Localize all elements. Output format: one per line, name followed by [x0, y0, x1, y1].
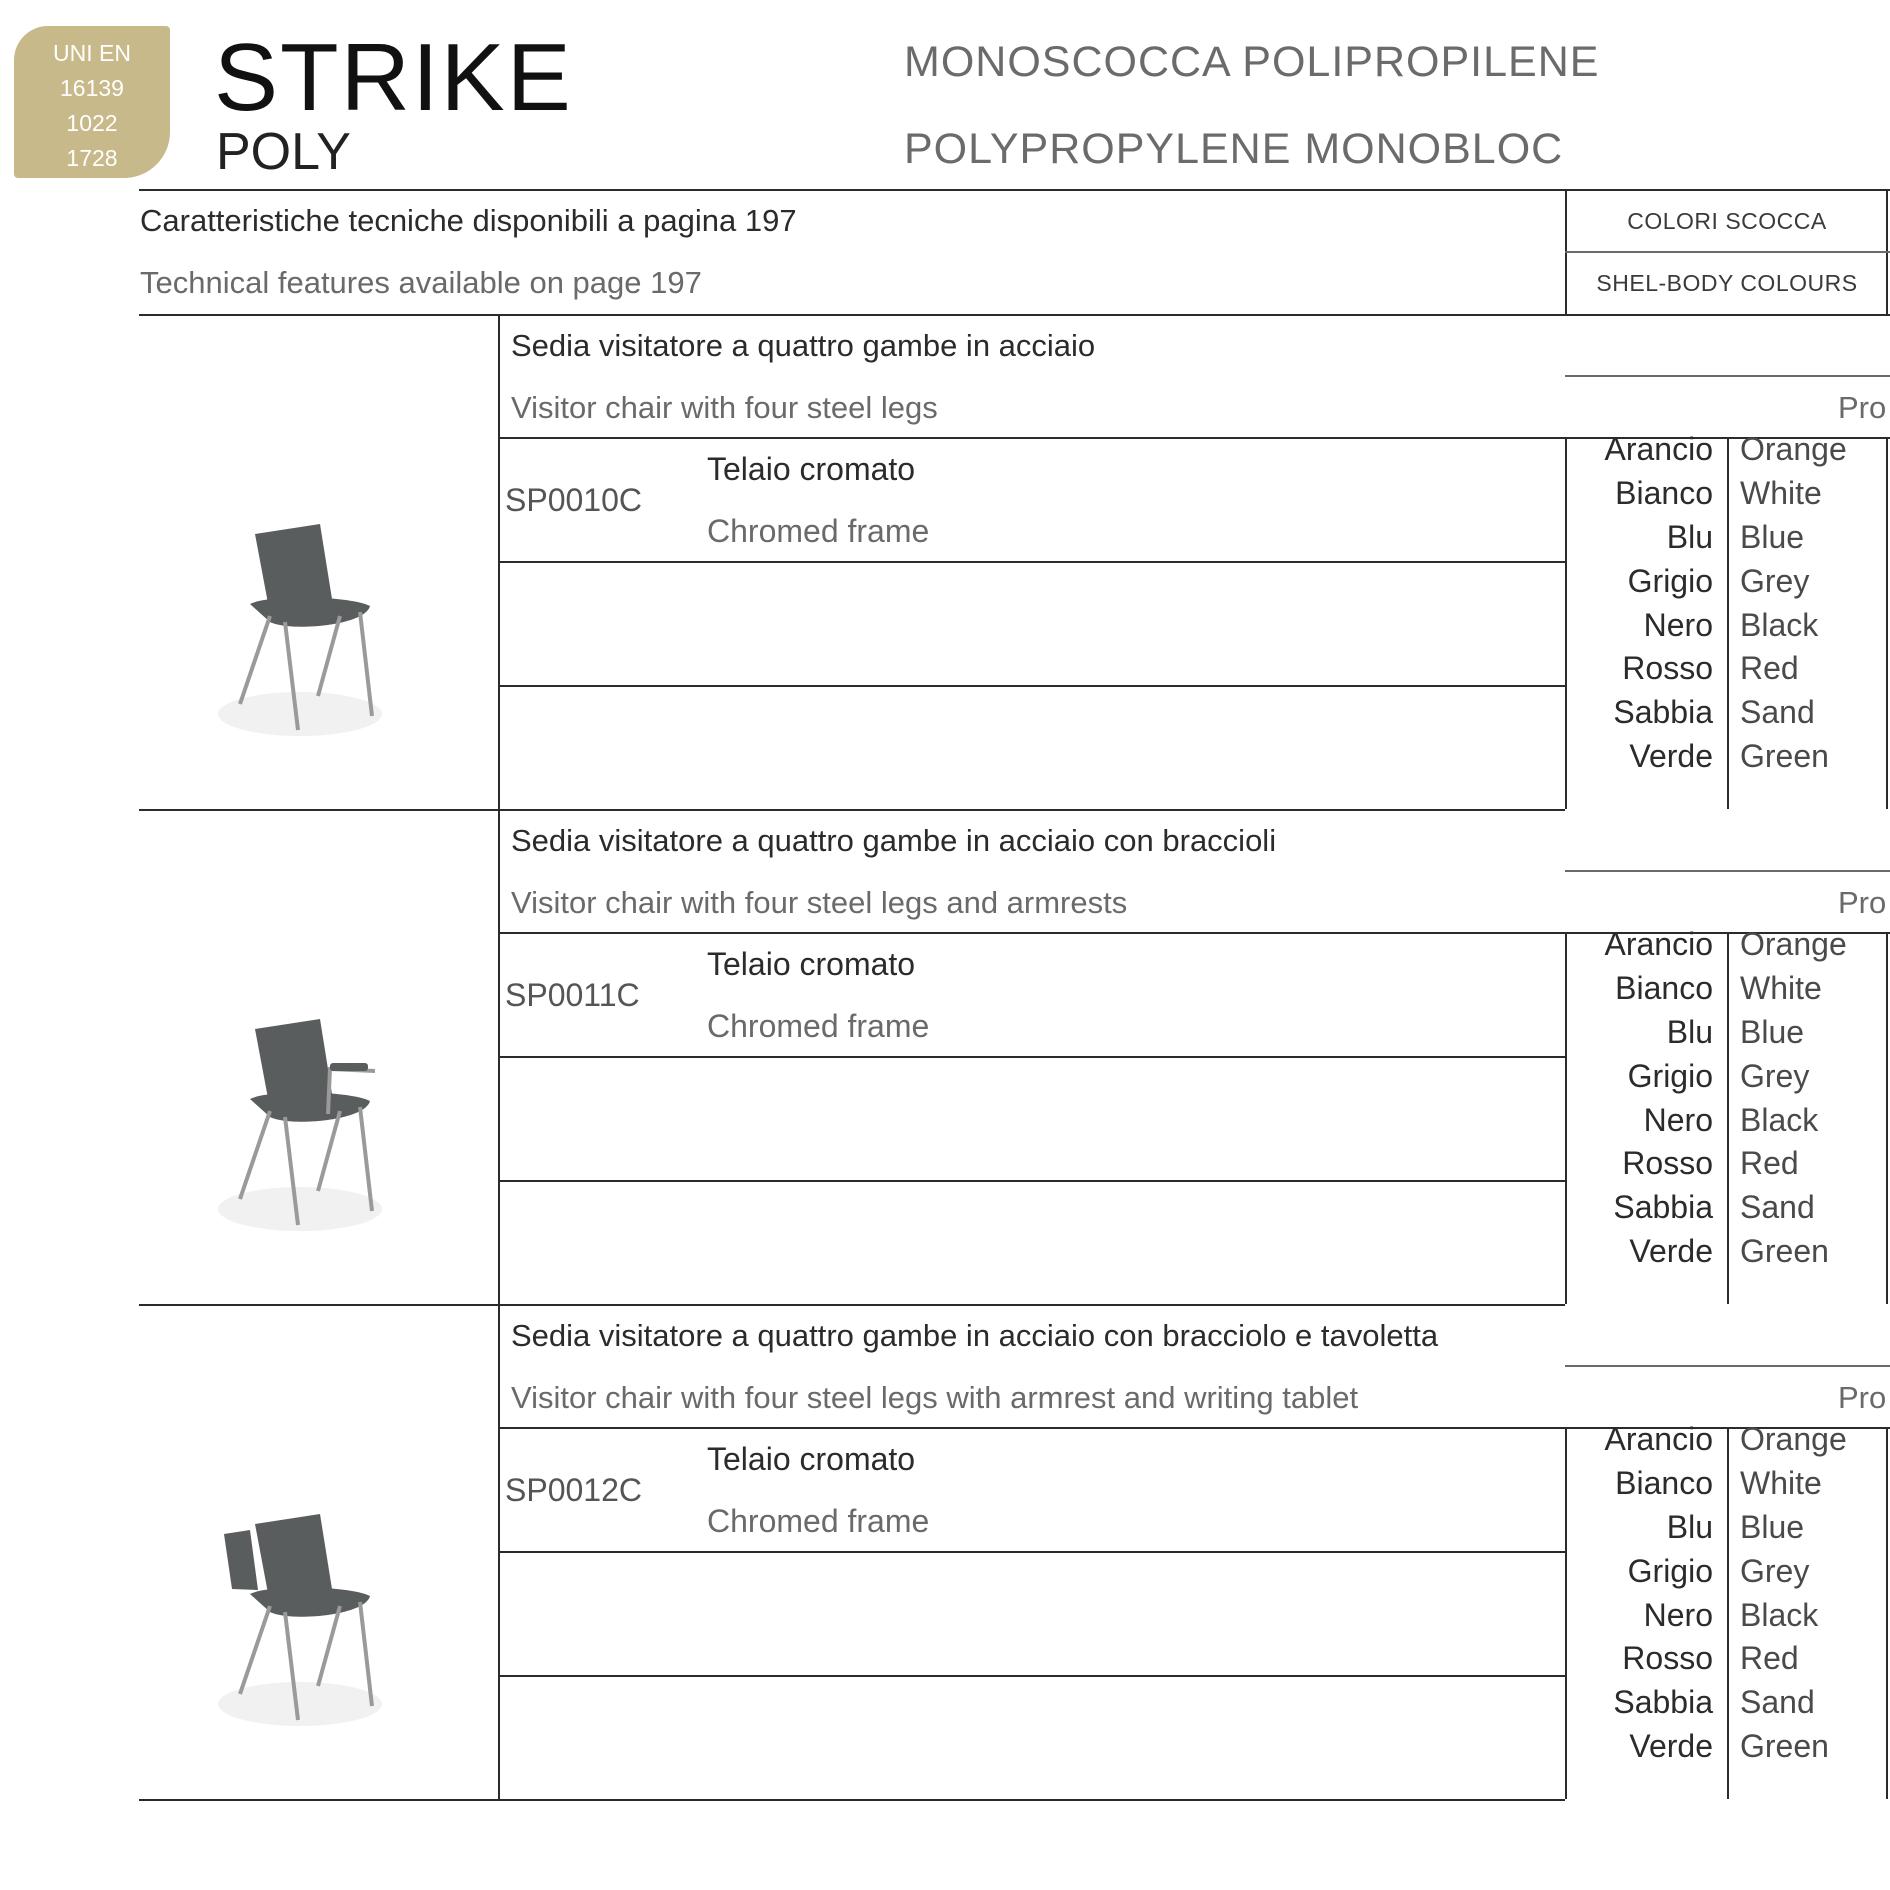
frame-italian: Telaio cromato — [707, 451, 916, 487]
colour-italian: Verde — [1629, 1728, 1713, 1764]
colour-italian: Verde — [1629, 1233, 1713, 1269]
colors-header-italian: COLORI SCOCCA — [1627, 208, 1827, 234]
colour-italian: Sabbia — [1613, 694, 1713, 730]
colors-header-english: SHEL-BODY COLOURS — [1596, 270, 1858, 296]
colour-english: Red — [1740, 650, 1799, 686]
colour-english: White — [1740, 475, 1822, 511]
colour-english: Blue — [1740, 1509, 1805, 1545]
colour-english: Black — [1740, 607, 1819, 643]
colour-english: Sand — [1740, 694, 1815, 730]
product-code: SP0010C — [505, 482, 642, 518]
divider — [498, 1675, 1565, 1677]
product-title: STRIKE — [214, 24, 573, 131]
product-description-italian: Sedia visitatore a quattro gambe in acciaio — [511, 328, 1096, 363]
price-label: Pro — [1838, 885, 1887, 920]
colour-italian: Grigio — [1627, 1553, 1713, 1589]
divider — [139, 1799, 1565, 1801]
frame-italian: Telaio cromato — [707, 946, 916, 982]
product-code: SP0012C — [505, 1472, 642, 1508]
divider — [139, 189, 1890, 191]
colour-english: Orange — [1740, 926, 1847, 962]
divider — [1565, 251, 1890, 253]
frame-english: Chromed frame — [707, 513, 930, 549]
colour-english: Blue — [1740, 519, 1805, 555]
colour-english: Green — [1740, 738, 1829, 774]
certification-badge — [14, 26, 170, 178]
divider — [498, 685, 1565, 687]
divider — [498, 1056, 1565, 1058]
colour-english: Grey — [1740, 563, 1810, 599]
price-label: Pro — [1838, 390, 1887, 425]
material-english: POLYPROPYLENE MONOBLOC — [904, 125, 1564, 173]
colour-italian: Grigio — [1627, 563, 1713, 599]
product-description-italian: Sedia visitatore a quattro gambe in acciaio con braccioli — [511, 823, 1277, 858]
colour-english: Red — [1740, 1640, 1799, 1676]
colour-italian: Rosso — [1622, 1640, 1713, 1676]
divider — [1727, 438, 1729, 809]
colour-italian: Sabbia — [1613, 1189, 1713, 1225]
frame-english: Chromed frame — [707, 1008, 930, 1044]
badge-line: UNI EN — [53, 40, 131, 66]
colour-italian: Bianco — [1615, 475, 1713, 511]
colour-italian: Nero — [1643, 1102, 1713, 1138]
colour-italian: Sabbia — [1613, 1684, 1713, 1720]
colour-english: Orange — [1740, 431, 1847, 467]
divider — [498, 1551, 1565, 1553]
product-description-english: Visitor chair with four steel legs — [511, 390, 938, 425]
colour-italian: Blu — [1666, 519, 1713, 555]
colour-english: Green — [1740, 1233, 1829, 1269]
colour-english: Green — [1740, 1728, 1829, 1764]
divider — [1727, 1428, 1729, 1799]
colour-italian: Rosso — [1622, 1145, 1713, 1181]
colour-english: Black — [1740, 1597, 1819, 1633]
colour-italian: Nero — [1643, 1597, 1713, 1633]
divider — [498, 561, 1565, 563]
colour-italian: Nero — [1643, 607, 1713, 643]
frame-italian: Telaio cromato — [707, 1441, 916, 1477]
colour-italian: Arancio — [1604, 926, 1713, 962]
colour-italian: Verde — [1629, 738, 1713, 774]
colour-english: Orange — [1740, 1421, 1847, 1457]
plain-chair-image — [210, 504, 410, 754]
divider — [1565, 870, 1890, 872]
colour-italian: Bianco — [1615, 970, 1713, 1006]
colour-english: Grey — [1740, 1058, 1810, 1094]
colour-italian: Grigio — [1627, 1058, 1713, 1094]
product-code: SP0011C — [505, 977, 640, 1013]
divider — [139, 1304, 1565, 1306]
features-english: Technical features available on page 197 — [140, 265, 702, 300]
material-italian: MONOSCOCCA POLIPROPILENE — [904, 38, 1600, 86]
colour-english: Sand — [1740, 1684, 1815, 1720]
armrest-chair-image — [210, 999, 410, 1249]
divider — [1727, 933, 1729, 1304]
colour-italian: Arancio — [1604, 1421, 1713, 1457]
product-description-english: Visitor chair with four steel legs and armrests — [511, 885, 1128, 920]
colour-english: Blue — [1740, 1014, 1805, 1050]
colour-english: White — [1740, 1465, 1822, 1501]
badge-line: 1728 — [66, 145, 118, 171]
divider — [139, 314, 1890, 316]
colour-italian: Rosso — [1622, 650, 1713, 686]
product-description-italian: Sedia visitatore a quattro gambe in acciaio con bracciolo e tavoletta — [511, 1318, 1439, 1353]
colour-italian: Blu — [1666, 1509, 1713, 1545]
badge-line: 1022 — [66, 110, 118, 136]
divider — [1565, 1365, 1890, 1367]
tablet-chair-image — [210, 1494, 410, 1744]
colour-english: White — [1740, 970, 1822, 1006]
badge-line: 16139 — [60, 75, 124, 101]
product-description-english: Visitor chair with four steel legs with armrest and writing tablet — [511, 1380, 1359, 1415]
frame-english: Chromed frame — [707, 1503, 930, 1539]
colour-italian: Bianco — [1615, 1465, 1713, 1501]
divider — [139, 809, 1565, 811]
colour-english: Sand — [1740, 1189, 1815, 1225]
product-subtitle: POLY — [216, 123, 351, 181]
price-label: Pro — [1838, 1380, 1887, 1415]
divider — [498, 1180, 1565, 1182]
colour-english: Red — [1740, 1145, 1799, 1181]
divider — [1565, 375, 1890, 377]
features-italian: Caratteristiche tecniche disponibili a pagina 197 — [140, 203, 797, 238]
colour-english: Black — [1740, 1102, 1819, 1138]
colour-italian: Blu — [1666, 1014, 1713, 1050]
colour-english: Grey — [1740, 1553, 1810, 1589]
colour-italian: Arancio — [1604, 431, 1713, 467]
